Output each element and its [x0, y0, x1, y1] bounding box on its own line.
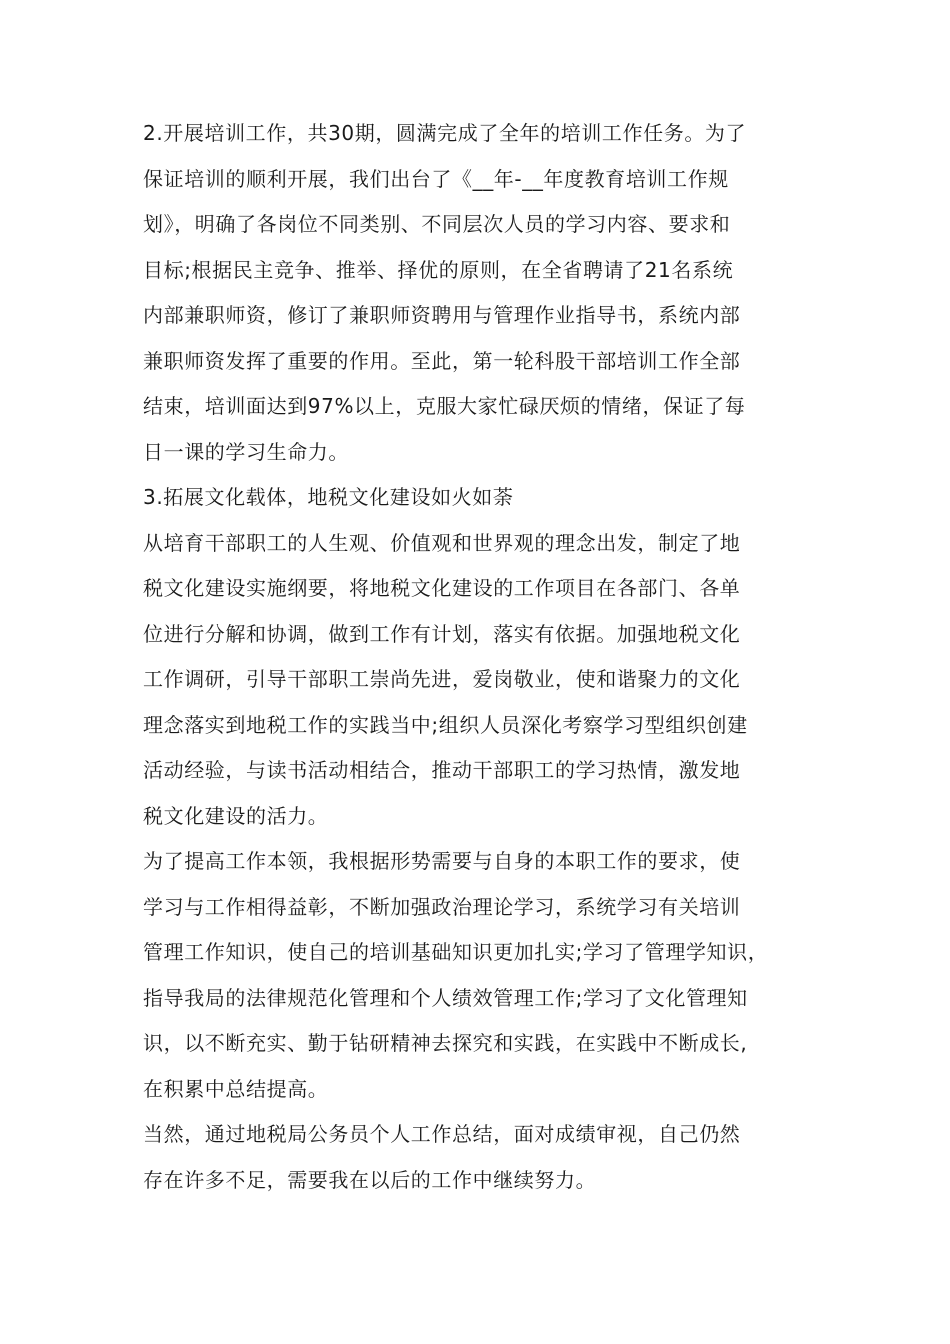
paragraph-conclusion: 当然，通过地税局公务员个人工作总结，面对成绩审视，自己仍然 存在许多不足，需要我在以后的工作中继续努力。 — [143, 1122, 741, 1192]
paragraph-culture-building: 从培育干部职工的人生观、价值观和世界观的理念出发，制定了地 税文化建设实施纲要，将地税文化建设的工作项目在各部门、各单 位进行分解和协调，做到工作有计划，落实有依据。加强地税文化 工作调研，引导干部职工崇尚先进，爱岗敬业，使和谐聚力的文化 理念落实到地税工作的实践当中;组织人员深化考察学习型组织创建 活动经验，与读书活动相结合，推动干部职工的学习热情，激发地 税文化建设的活力。 — [143, 530, 748, 828]
paragraph-training-work: 2.开展培训工作，共30期，圆满完成了全年的培训工作任务。为了 保证培训的顺利开展，我们出台了《__年-__年度教育培训工作规 划》，明确了各岗位不同类别、不同层次人员的学习内容、要求和 目标;根据民主竞争、推举、择优的原则，在全省聘请了21名系统 内部兼职师资，修订了兼职师资聘用与管理作业指导书，系统内部 兼职师资发挥了重要的作用。至此，第一轮科股干部培训工作全部 结束，培训面达到97%以上，克服大家忙碌厌烦的情绪，保证了每 日一课的学习生命力。 — [143, 121, 747, 464]
document-body — [143, 111, 815, 1203]
paragraph-self-study: 为了提高工作本领，我根据形势需要与自身的本职工作的要求，使 学习与工作相得益彰，不断加强政治理论学习，系统学习有关培训 管理工作知识，使自己的培训基础知识更加扎实;学习了管理学知识， 指导我局的法律规范化管理和个人绩效管理工作;学习了文化管理知 识，以不断充实、勤于钻研精神去探究和实践，在实践中不断成长, 在积累中总结提高。 — [143, 849, 769, 1101]
paragraph-culture-heading: 3.拓展文化载体，地税文化建设如火如荼 — [143, 485, 514, 509]
